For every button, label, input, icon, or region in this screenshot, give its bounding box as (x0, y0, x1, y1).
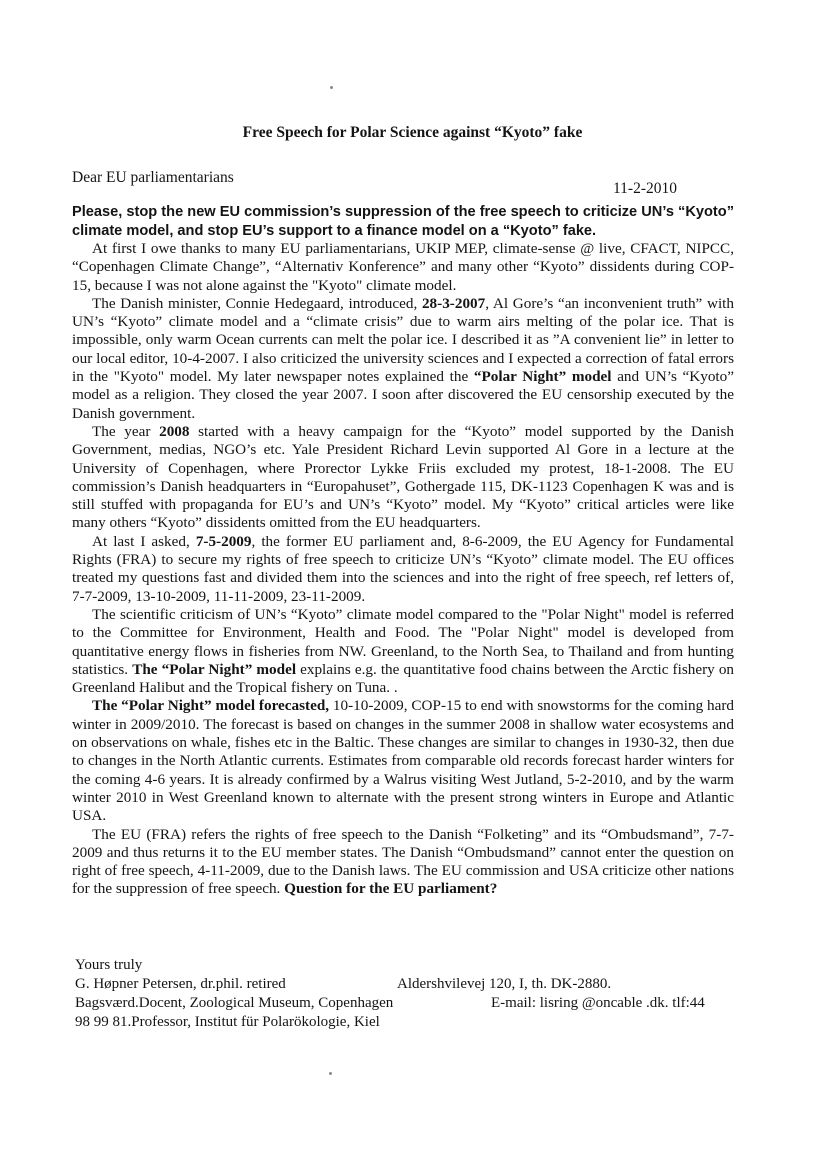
paragraph-thanks: At first I owe thanks to many EU parliamentarians, UKIP MEP, climate-sense @ live, CFACT, NIPCC, “Copenhagen Climate Change”, “Alternativ Konference” and many other “Kyoto” dissidents during COP-15, because I was not alone against the "Kyoto" climate model. (72, 240, 734, 294)
paragraph-forecast: The “Polar Night” model forecasted, 10-10-2009, COP-15 to end with snowstorms for the coming hard winter in 2009/2010. The forecast is based on changes in the summer 2008 in shallow water ecosystems and on observations on whale, fishes etc in the Baltic. These changes are similar to changes in 1930-32, then due to changes in the North Atlantic currents. Estimates from comparable old records forecast harder winters for the coming 4-6 years. It is already confirmed by a Walrus visiting West Jutland, 5-2-2010, and by the warm winter 2010 in West Greenland known to alternate with the present strong winters in Europe and Atlantic USA. (72, 697, 734, 825)
scan-speck (329, 1072, 332, 1075)
letter-body (72, 203, 734, 899)
paragraph-scientific-criticism: The scientific criticism of UN’s “Kyoto” climate model compared to the "Polar Night" model is referred to the Committee for Environment, Health and Food. The "Polar Night" model is developed from quantitative energy flows in fisheries from NW. Greenland, to the North Sea, to Thailand and from hunting statistics. The “Polar Night” model explains e.g. the quantitative food chains between the Arctic fishery on Greenland Halibut and the Tropical fishery on Tuna. . (72, 605, 735, 697)
signature-title: Bagsværd.Docent, Zoological Museum, Copenhagen (75, 995, 394, 1011)
paragraph-danish-minister: The Danish minister, Connie Hedegaard, introduced, 28-3-2007, Al Gore’s “an inconvenient truth” with UN’s “Kyoto” climate model and a “climate crisis” due to warm airs melting of the polar ice. That is impossible, only warm Ocean currents can melt the polar ice. I described it as ”A convenient lie” in letter to our local editor, 10-4-2007. I also criticized the university sciences and I expected a correction of fatal errors in the "Kyoto" model. My later newspaper notes explained the “Polar Night” model and UN’s “Kyoto” model as a religion. They closed the year 2007. I soon after discovered the EU censorship executed by the Danish government. (72, 294, 734, 422)
lead-paragraph: Please, stop the new EU commission’s suppression of the free speech to criticize UN’s “Kyoto” climate model, and stop EU’s support to a finance model on a “Kyoto” fake. (72, 204, 734, 239)
signature-block (75, 956, 735, 1032)
scan-speck (330, 86, 333, 89)
paragraph-request: At last I asked, 7-5-2009, the former EU parliament and, 8-6-2009, the EU Agency for Fundamental Rights (FRA) to secure my rights of free speech to criticize UN’s “Kyoto” climate model. The EU offices treated my questions fast and divided them into the sciences and into the right of free speech, ref letters of, 7-7-2009, 13-10-2009, 11-11-2009, 23-11-2009. (72, 532, 734, 605)
paragraph-free-speech: The EU (FRA) refers the rights of free speech to the Danish “Folketing” and its “Ombudsmand”, 7-7-2009 and thus returns it to the EU member states. The Danish “Ombudsmand” cannot enter the question on right of free speech, 4-11-2009, due to the Danish laws. The EU commission and USA criticize other nations for the suppression of free speech. Question for the EU parliament? (72, 825, 734, 898)
closing: Yours truly (75, 957, 143, 973)
document-title: Free Speech for Polar Science against “Kyoto” fake (242, 124, 583, 141)
signature-email: E-mail: lisring @oncable .dk. tlf:44 (491, 995, 705, 1011)
signature-phone: 98 99 81.Professor, Institut für Polarökologie, Kiel (75, 1014, 380, 1030)
signature-name: G. Høpner Petersen, dr.phil. retired (75, 976, 286, 992)
signature-address: Aldershvilevej 120, I, th. DK-2880. (397, 976, 612, 992)
salutation: Dear EU parliamentarians (72, 169, 234, 186)
letter-date: 11-2-2010 (613, 180, 677, 197)
paragraph-year-2008: The year 2008 started with a heavy campaign for the “Kyoto” model supported by the Danish Government, medias, NGO’s etc. Yale President Richard Levin supported Al Gore in a lecture at the University of Copenhagen, where Prorector Lykke Friis excluded my protest, 18-1-2008. The EU commission’s Danish headquarters in “Europahuset”, Gothergade 115, DK-1123 Copenhagen K was and is still stuffed with propaganda for EU’s and UN’s “Kyoto” model. My “Kyoto” critical articles were like many others “Kyoto” dissidents omitted from the EU headquarters. (72, 422, 735, 532)
